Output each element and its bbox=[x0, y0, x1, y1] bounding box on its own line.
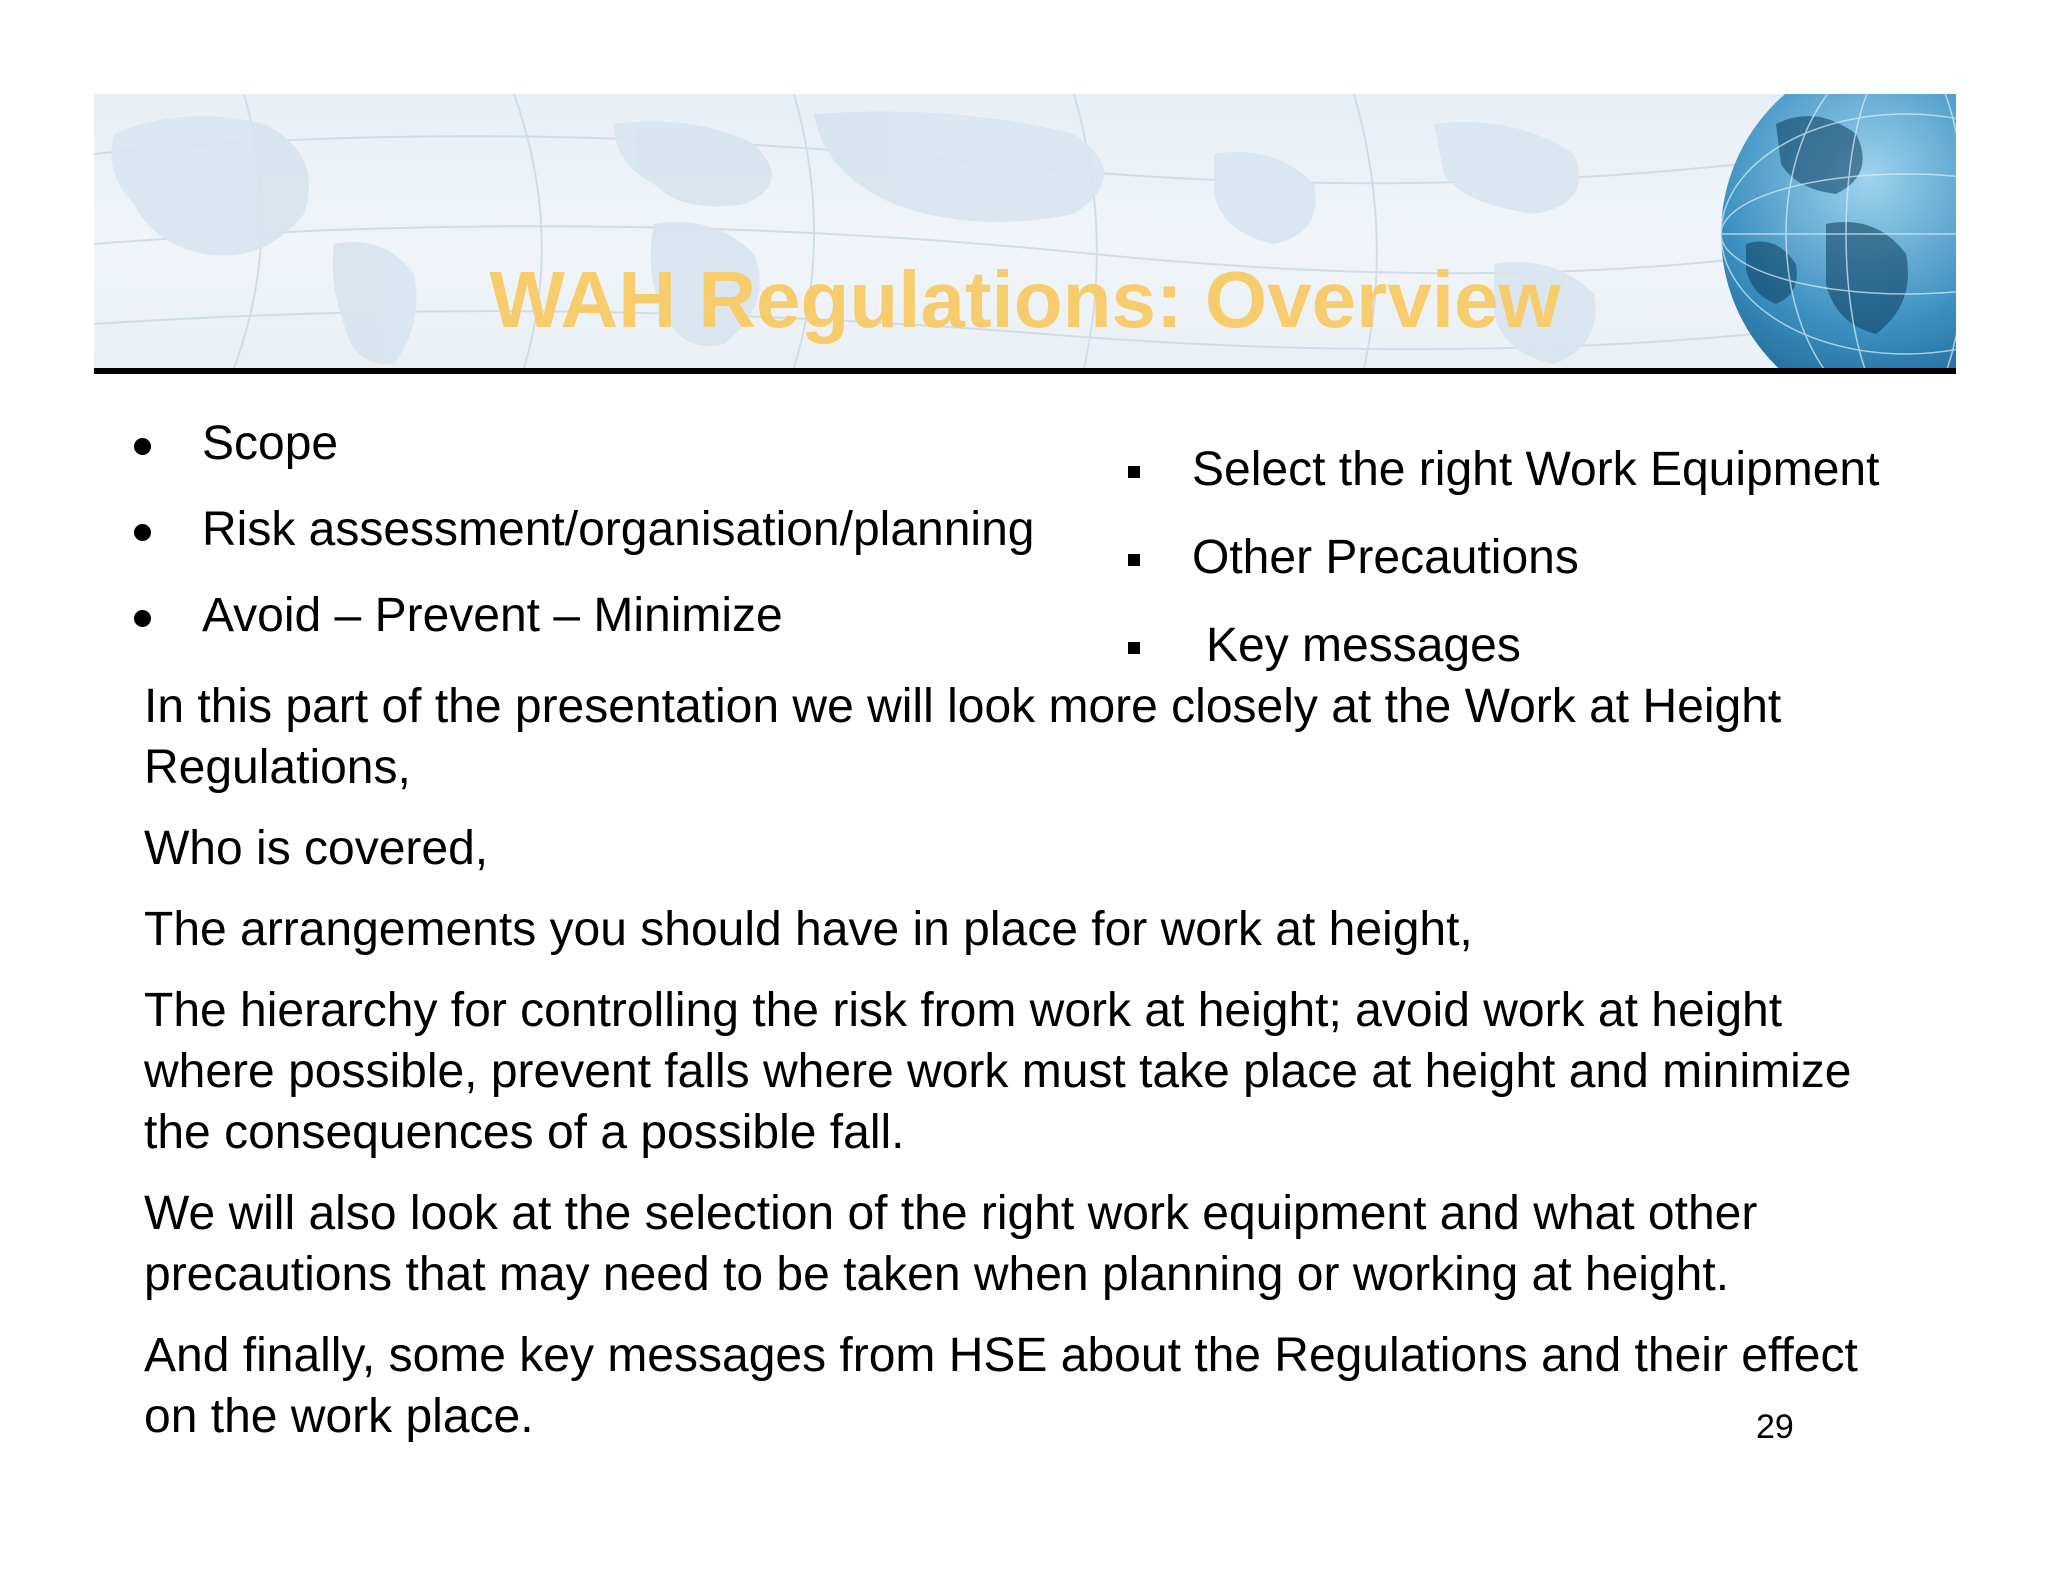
paragraph: The hierarchy for controlling the risk from work at height; avoid work at height where possible, prevent falls where work must take place at height and minimize the consequences of a possible fall. bbox=[144, 984, 1852, 1159]
body-text bbox=[144, 676, 1924, 1467]
bullet-square-icon bbox=[1128, 554, 1140, 566]
left-bullet-list bbox=[124, 416, 1034, 674]
right-bullet-list bbox=[1124, 442, 1879, 706]
paragraph: We will also look at the selection of the right work equipment and what other precautions that may need to be taken when planning or working at height. bbox=[144, 1187, 1758, 1301]
bullet-text: Avoid – Prevent – Minimize bbox=[202, 589, 783, 642]
list-item bbox=[124, 588, 1034, 674]
bullet-square-icon bbox=[1128, 466, 1140, 478]
paragraph: In this part of the presentation we will look more closely at the Work at Height Regulations, bbox=[144, 680, 1782, 794]
bullet-text: Select the right Work Equipment bbox=[1192, 443, 1880, 496]
header-banner bbox=[94, 94, 1956, 368]
bullet-text: Risk assessment/organisation/planning bbox=[202, 503, 1035, 556]
title-divider bbox=[94, 368, 1956, 374]
bullet-text: Scope bbox=[202, 417, 339, 470]
bullet-dot-icon bbox=[134, 524, 151, 541]
paragraph: Who is covered, bbox=[144, 822, 489, 875]
bullet-dot-icon bbox=[134, 610, 151, 627]
paragraph: The arrangements you should have in place for work at height, bbox=[144, 903, 1473, 956]
slide-title: WAH Regulations: Overview bbox=[489, 255, 1561, 344]
bullet-dot-icon bbox=[134, 438, 151, 455]
paragraph: And finally, some key messages from HSE about the Regulations and their effect on the work place. bbox=[144, 1329, 1858, 1443]
bullet-square-icon bbox=[1128, 642, 1140, 654]
list-item bbox=[1124, 442, 1879, 530]
bullet-text: Key messages bbox=[1206, 619, 1521, 672]
list-item bbox=[124, 502, 1034, 588]
list-item bbox=[1124, 530, 1879, 618]
page-number: 29 bbox=[1756, 1408, 1794, 1446]
list-item bbox=[124, 416, 1034, 502]
bullet-text: Other Precautions bbox=[1192, 531, 1579, 584]
